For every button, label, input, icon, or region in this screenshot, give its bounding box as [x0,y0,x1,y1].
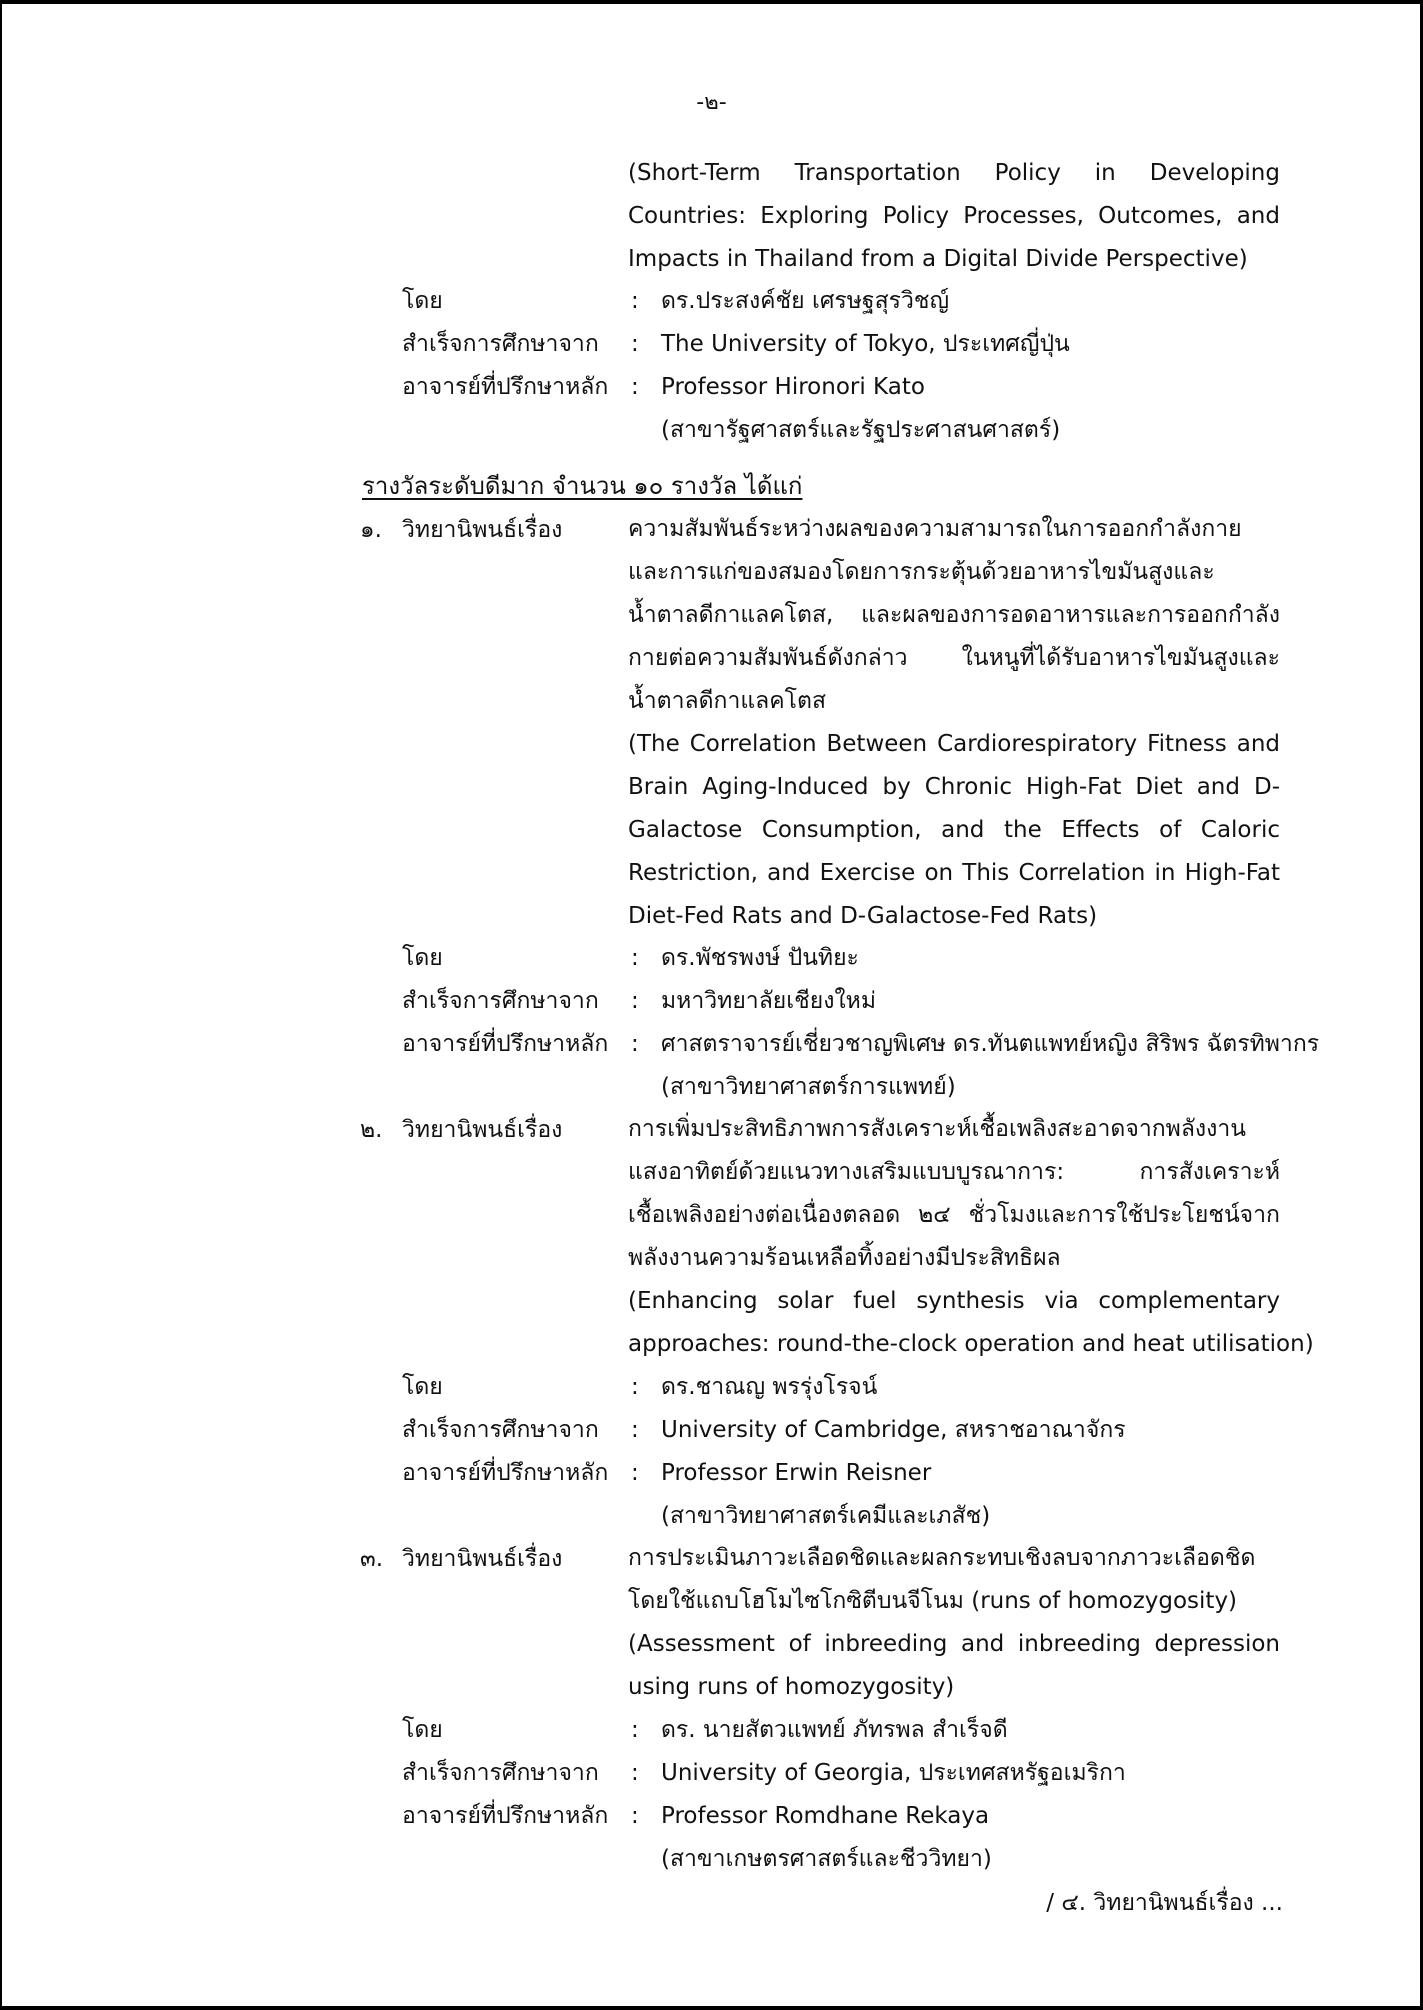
university: University of Georgia, ประเทศสหรัฐอเมริกา [661,1760,1126,1786]
title-line: Countries: Exploring Policy Processes, Outcomes, and [628,203,1280,229]
graduated-from-label: สำเร็จการศึกษาจาก [402,988,599,1014]
title-line: Diet-Fed Rats and D-Galactose-Fed Rats) [628,903,1098,929]
graduated-from-label: สำเร็จการศึกษาจาก [402,1760,599,1786]
field-of-study: (สาขาเกษตรศาสตร์และชีววิทยา) [661,1846,992,1872]
title-line: พลังงานความร้อนเหลือทิ้งอย่างมีประสิทธิผล [628,1245,1061,1271]
author-name: ดร.พัชรพงษ์ ปันทิยะ [661,945,859,971]
author-name: ดร. นายสัตวแพทย์ ภัทรพล สำเร็จดี [661,1717,1008,1743]
title-line: Restriction, and Exercise on This Correlation in High-Fat [628,860,1280,886]
graduated-from-label: สำเร็จการศึกษาจาก [402,331,599,357]
colon: : [631,1374,639,1400]
title-line: กายต่อความสัมพันธ์ดังกล่าว ในหนูที่ได้รับอาหารไขมันสูงและ [628,645,1280,671]
title-line: (Short-Term Transportation Policy in Developing [628,160,1280,186]
title-line: น้ำตาลดีกาแลคโตส [628,688,826,714]
carryover-title-en [628,152,1280,281]
colon: : [631,988,639,1014]
title-line: และการแก่ของสมองโดยการกระตุ้นด้วยอาหารไขมันสูงและ [628,559,1215,585]
colon: : [631,1031,639,1057]
title-line: (Enhancing solar fuel synthesis via complementary [628,1288,1280,1314]
thesis-title-label: วิทยานิพนธ์เรื่อง [402,1546,563,1572]
entry-2-title [628,1108,1314,1366]
title-line: เชื้อเพลิงอย่างต่อเนื่องตลอด ๒๔ ชั่วโมงและการใช้ประโยชน์จาก [628,1202,1280,1228]
colon: : [631,331,639,357]
colon: : [631,288,639,314]
by-label: โดย [402,1717,443,1743]
author-name: ดร.ชาณญ พรรุ่งโรจน์ [661,1374,878,1400]
entry-3-title [628,1537,1280,1709]
thesis-title-label: วิทยานิพนธ์เรื่อง [402,517,563,543]
colon: : [631,1417,639,1443]
title-line: การเพิ่มประสิทธิภาพการสังเคราะห์เชื้อเพลิงสะอาดจากพลังงาน [628,1116,1247,1142]
colon: : [631,945,639,971]
colon: : [631,1460,639,1486]
thesis-title-label: วิทยานิพนธ์เรื่อง [402,1117,563,1143]
title-line: น้ำตาลดีกาแลคโตส, และผลของการอดอาหารและการออกกำลัง [628,602,1280,628]
field-of-study: (สาขาวิทยาศาสตร์การแพทย์) [661,1074,956,1100]
advisor-label: อาจารย์ที่ปรึกษาหลัก [402,1460,609,1486]
university: มหาวิทยาลัยเชียงใหม่ [661,988,877,1014]
title-line: Galactose Consumption, and the Effects of Caloric [628,817,1280,843]
advisor-label: อาจารย์ที่ปรึกษาหลัก [402,1803,609,1829]
entry-number: ๑. [360,517,382,543]
colon: : [631,1760,639,1786]
field-of-study: (สาขารัฐศาสตร์และรัฐประศาสนศาสตร์) [661,417,1061,443]
title-line: (The Correlation Between Cardiorespiratory Fitness and [628,731,1280,757]
title-line: approaches: round-the-clock operation and heat utilisation) [628,1331,1314,1357]
continued-marker: / ๔. วิทยานิพนธ์เรื่อง ... [1046,1890,1283,1916]
by-label: โดย [402,1374,443,1400]
entry-number: ๒. [360,1117,383,1143]
section-heading: รางวัลระดับดีมาก จำนวน ๑๐ รางวัล ได้แก่ [362,472,803,500]
colon: : [631,1803,639,1829]
title-line: Brain Aging-Induced by Chronic High-Fat Diet and D- [628,774,1280,800]
university: University of Cambridge, สหราชอาณาจักร [661,1417,1126,1443]
field-of-study: (สาขาวิทยาศาสตร์เคมีและเภสัช) [661,1503,991,1529]
advisor-name: ศาสตราจารย์เชี่ยวชาญพิเศษ ดร.ทันตแพทย์หญิง สิริพร ฉัตรทิพากร [661,1031,1320,1057]
page-number: -๒- [696,90,727,115]
title-line: (Assessment of inbreeding and inbreeding depression [628,1631,1280,1657]
advisor-name: Professor Hironori Kato [661,374,925,400]
graduated-from-label: สำเร็จการศึกษาจาก [402,1417,599,1443]
advisor-label: อาจารย์ที่ปรึกษาหลัก [402,1031,609,1057]
advisor-name: Professor Romdhane Rekaya [661,1803,990,1829]
advisor-label: อาจารย์ที่ปรึกษาหลัก [402,374,609,400]
title-line: การประเมินภาวะเลือดชิดและผลกระทบเชิงลบจากภาวะเลือดชิด [628,1545,1256,1571]
title-line: using runs of homozygosity) [628,1674,955,1700]
title-line: ความสัมพันธ์ระหว่างผลของความสามารถในการออกกำลังกาย [628,516,1242,542]
title-line: โดยใช้แถบโฮโมไซโกซิตีบนจีโนม (runs of homozygosity) [628,1588,1238,1614]
entry-number: ๓. [360,1546,384,1572]
university: The University of Tokyo, ประเทศญี่ปุ่น [661,331,1070,357]
by-label: โดย [402,945,443,971]
entry-1-title [628,508,1280,938]
by-label: โดย [402,288,443,314]
colon: : [631,1717,639,1743]
author-name: ดร.ประสงค์ชัย เศรษฐสุรวิชญ์ [661,288,950,314]
advisor-name: Professor Erwin Reisner [661,1460,932,1486]
title-line: แสงอาทิตย์ด้วยแนวทางเสริมแบบบูรณาการ: การสังเคราะห์ [628,1159,1280,1185]
title-line: Impacts in Thailand from a Digital Divide Perspective) [628,246,1248,272]
colon: : [631,374,639,400]
